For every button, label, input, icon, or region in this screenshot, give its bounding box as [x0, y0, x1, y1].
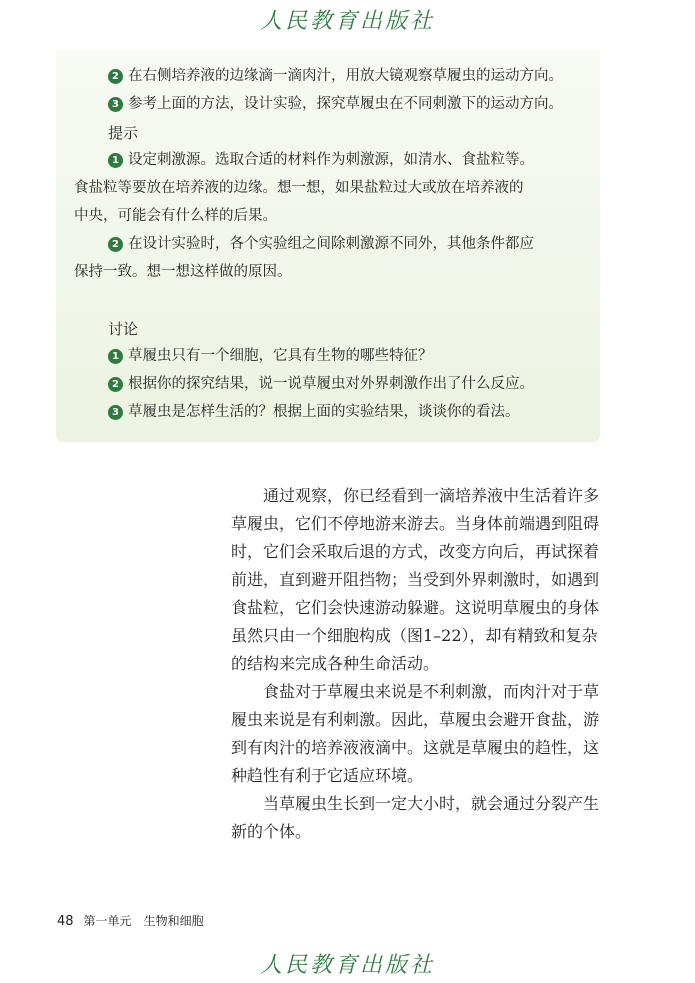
- unit-title: 生物和细胞: [143, 914, 204, 928]
- step-text: 参考上面的方法，设计实验，探究草履虫在不同刺激下的运动方向。: [128, 96, 563, 112]
- body-line: 当草履虫生长到一定大小时，就会通过分裂产生: [231, 794, 600, 813]
- discuss-text: 草履虫只有一个细胞，它具有生物的哪些特征？: [128, 348, 433, 364]
- hint-number-badge: 2: [108, 237, 123, 252]
- hint-1-line-2: 食盐粒等要放在培养液的边缘。想一想，如果盐粒过大或放在培养液的: [74, 180, 524, 196]
- page-footer: [57, 912, 204, 929]
- step-number-badge: 2: [108, 69, 123, 84]
- body-line: 履虫来说是有利刺激。因此，草履虫会避开食盐，游: [231, 710, 600, 729]
- unit-label: 第一单元: [83, 914, 132, 928]
- body-line: 新的个体。: [231, 822, 312, 841]
- discuss-item-3: [108, 402, 520, 422]
- discuss-number-badge: 1: [108, 349, 123, 364]
- body-line: 通过观察，你已经看到一滴培养液中生活着许多: [231, 486, 600, 505]
- step-2: [108, 66, 563, 86]
- body-line: 虽然只由一个细胞构成（图1–22），却有精致和复杂: [231, 626, 598, 645]
- hint-title: 提示: [108, 124, 139, 142]
- body-line: 食盐对于草履虫来说是不利刺激，而肉汁对于草: [231, 682, 600, 701]
- body-line: 的结构来完成各种生命活动。: [231, 654, 440, 673]
- body-line: 时，它们会采取后退的方式，改变方向后，再试探着: [231, 542, 600, 561]
- hint-2-line-2: 保持一致。想一想这样做的原因。: [74, 264, 292, 280]
- hint-1-line-3: 中央，可能会有什么样的后果。: [74, 208, 277, 224]
- publisher-logo-bottom: 人民教育出版社: [259, 953, 435, 978]
- discuss-text: 根据你的探究结果，说一说草履虫对外界刺激作出了什么反应。: [128, 376, 534, 392]
- body-line: 种趋性有利于它适应环境。: [231, 766, 424, 785]
- discuss-title: 讨论: [108, 320, 139, 338]
- page-number: 48: [57, 914, 74, 929]
- body-line: 草履虫，它们不停地游来游去。当身体前端遇到阻碍: [231, 514, 600, 533]
- step-3: [108, 94, 563, 114]
- discuss-item-1: [108, 346, 433, 366]
- discuss-item-2: [108, 374, 534, 394]
- hint-text: 在设计实验时，各个实验组之间除刺激源不同外，其他条件都应: [128, 236, 534, 252]
- step-text: 在右侧培养液的边缘滴一滴肉汁，用放大镜观察草履虫的运动方向。: [128, 68, 563, 84]
- discuss-number-badge: 2: [108, 377, 123, 392]
- discuss-number-badge: 3: [108, 405, 123, 420]
- hint-text: 设定刺激源。选取合适的材料作为刺激源，如清水、食盐粒等。: [128, 152, 534, 168]
- publisher-logo-top: 人民教育出版社: [259, 9, 435, 34]
- hint-1-line-1: [108, 150, 534, 170]
- hint-2-line-1: [108, 234, 534, 254]
- discuss-text: 草履虫是怎样生活的？根据上面的实验结果，谈谈你的看法。: [128, 404, 520, 420]
- body-line: 到有肉汁的培养液液滴中。这就是草履虫的趋性，这: [231, 738, 600, 757]
- body-line: 前进，直到避开阻挡物；当受到外界刺激时，如遇到: [231, 570, 600, 589]
- hint-number-badge: 1: [108, 153, 123, 168]
- body-line: 食盐粒，它们会快速游动躲避。这说明草履虫的身体: [231, 598, 600, 617]
- step-number-badge: 3: [108, 97, 123, 112]
